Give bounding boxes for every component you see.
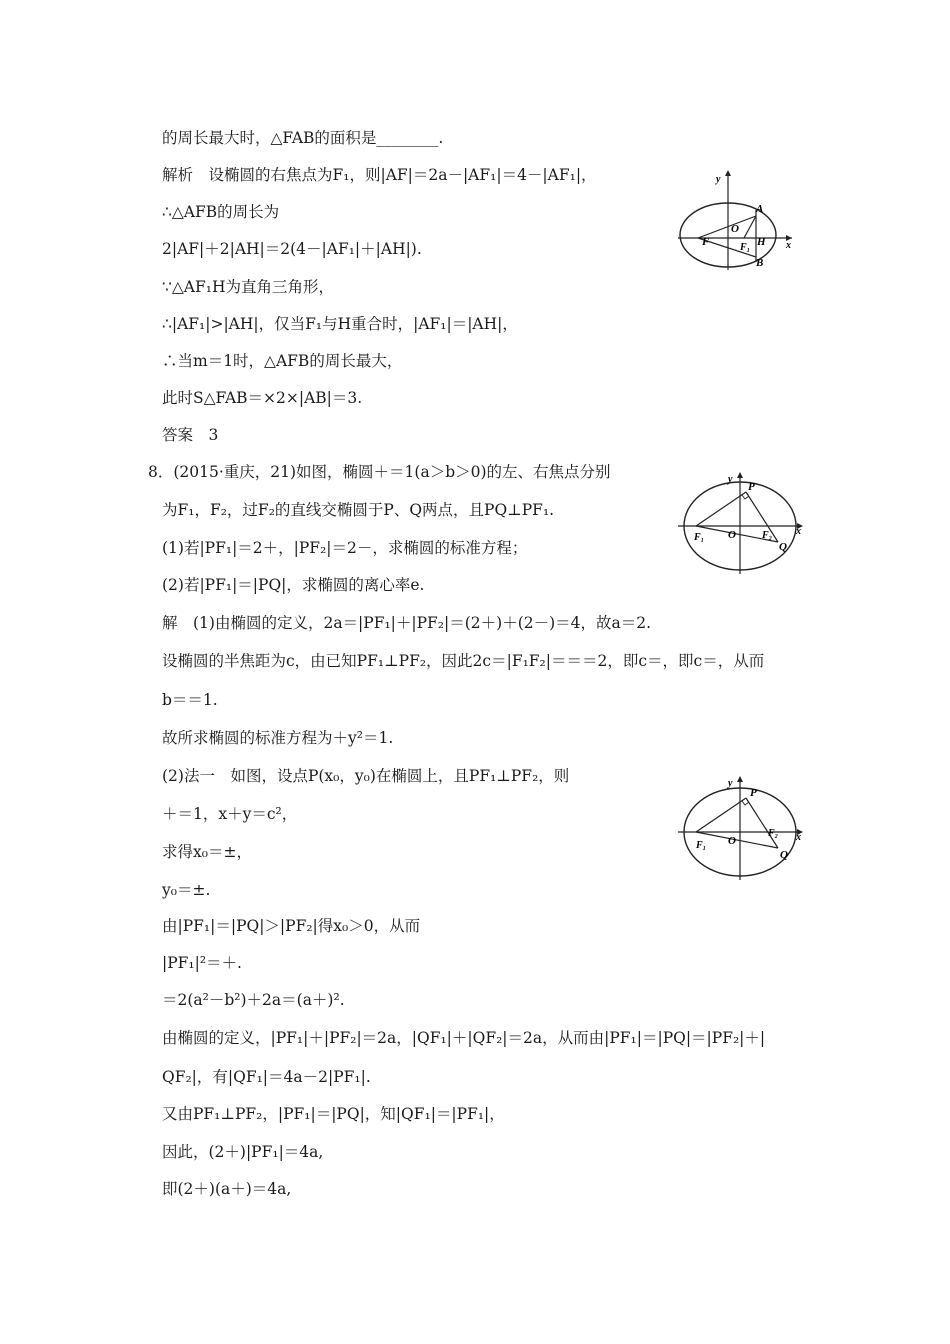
text-line: ＋＝1，x＋y＝c²，	[162, 805, 298, 823]
label-Q: Q	[780, 849, 788, 861]
ellipse-figure-3	[672, 774, 812, 882]
label-O: O	[731, 223, 739, 235]
text-line: |PF₁|²＝＋.	[162, 954, 242, 972]
text-line: ∴当m＝1时，△AFB的周长最大，	[162, 352, 403, 370]
label-x: x	[786, 240, 791, 251]
text-line: QF₂|，有|QF₁|＝4a－2|PF₁|.	[162, 1068, 371, 1086]
text-line: 求得x₀＝±，	[162, 843, 252, 861]
text-line: 为F₁，F₂，过F₂的直线交椭圆于P、Q两点，且PQ⊥PF₁.	[162, 501, 555, 519]
text-line: ∵△AF₁H为直角三角形，	[162, 278, 334, 296]
label-F2: F₂	[768, 828, 779, 839]
label-F1: F₁	[694, 532, 705, 543]
label-y: y	[716, 174, 721, 185]
problem-heading: 8．(2015·重庆，21)如图，椭圆＋＝1(a＞b＞0)的左、右焦点分别	[148, 463, 611, 481]
text-line: ∴|AF₁|>|AH|，仅当F₁与H重合时，|AF₁|＝|AH|，	[162, 315, 518, 333]
label-y: y	[728, 778, 733, 789]
label-O: O	[728, 835, 736, 847]
text-line: 因此，(2＋)|PF₁|＝4a,	[162, 1143, 324, 1161]
label-F1: F₁	[740, 242, 751, 253]
text-line: ＝2(a²－b²)＋2a＝(a＋)².	[162, 991, 345, 1009]
text-line: (2)若|PF₁|＝|PQ|，求椭圆的离心率e.	[162, 576, 425, 594]
text-line: 由椭圆的定义，|PF₁|＋|PF₂|＝2a，|QF₁|＋|QF₂|＝2a，从而由|PF₁|＝|PQ|＝|PF₂|＋|	[162, 1029, 766, 1047]
label-O: O	[728, 529, 736, 541]
label-A: A	[756, 203, 764, 215]
ellipse-figure-2	[672, 470, 812, 576]
text-line: 2|AF|＋2|AH|＝2(4－|AF₁|＋|AH|).	[162, 240, 422, 258]
label-y: y	[728, 474, 733, 485]
ellipse-figure-1	[668, 166, 798, 274]
text-line: 此时S△FAB＝×2×|AB|＝3.	[162, 389, 363, 407]
text-line: 解析 设椭圆的右焦点为F₁，则|AF|＝2a－|AF₁|＝4－|AF₁|，	[162, 166, 597, 184]
label-x: x	[796, 832, 801, 843]
text-line: 即(2＋)(a＋)＝4a,	[162, 1180, 292, 1198]
text-line: 的周长最大时，△FAB的面积是________.	[162, 129, 444, 147]
text-line: ∴△AFB的周长为	[162, 203, 280, 221]
text-line: b＝＝1.	[162, 691, 218, 709]
label-F1: F₁	[696, 840, 707, 851]
text-line: (2)法一 如图，设点P(x₀，y₀)在椭圆上，且PF₁⊥PF₂，则	[162, 767, 570, 785]
label-P: P	[748, 481, 755, 493]
text-line: y₀＝±.	[162, 881, 211, 899]
text-line: 解 (1)由椭圆的定义，2a＝|PF₁|＋|PF₂|＝(2＋)＋(2－)＝4，故a＝2.	[162, 614, 652, 632]
label-F: F	[702, 236, 710, 248]
text-line: 设椭圆的半焦距为c，由已知PF₁⊥PF₂，因此2c＝|F₁F₂|＝＝＝2，即c＝，即c＝，从而	[162, 652, 765, 670]
text-line: 故所求椭圆的标准方程为＋y²＝1.	[162, 729, 394, 747]
text-line: 又由PF₁⊥PF₂，|PF₁|＝|PQ|，知|QF₁|＝|PF₁|，	[162, 1105, 505, 1123]
text-line: 由|PF₁|＝|PQ|＞|PF₂|得x₀＞0，从而	[162, 917, 421, 935]
text-line: (1)若|PF₁|＝2＋，|PF₂|＝2－，求椭圆的标准方程；	[162, 539, 528, 557]
label-F2: F₂	[762, 530, 773, 541]
label-Q: Q	[779, 541, 787, 553]
answer-line: 答案 3	[162, 426, 219, 444]
label-H: H	[757, 236, 766, 248]
label-P: P	[750, 787, 757, 799]
label-x: x	[796, 526, 801, 537]
label-B: B	[756, 257, 764, 269]
